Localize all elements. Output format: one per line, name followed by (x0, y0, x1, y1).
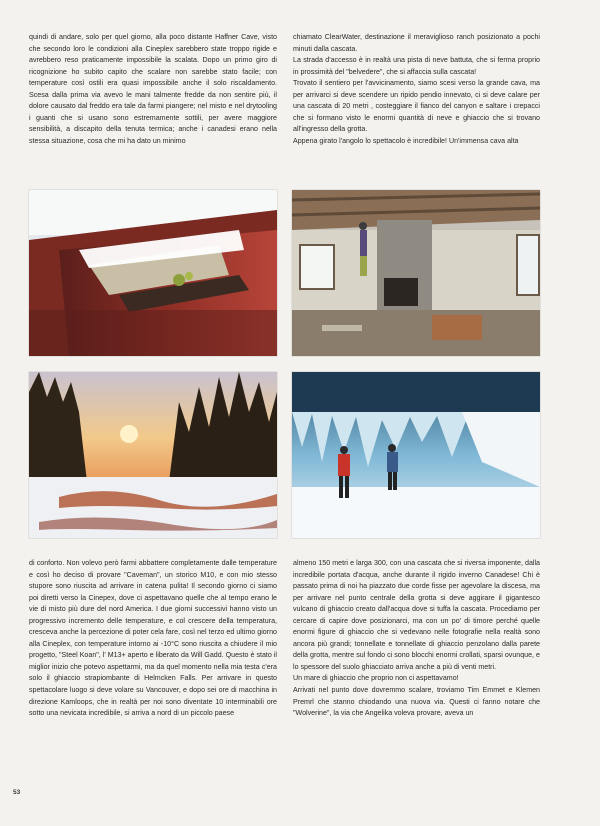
text-column-top-right (293, 32, 540, 147)
paragraph: almeno 150 metri e larga 300, con una cascata che si riversa imponente, dalla incredibile portata d'acqua, anche durante il rigido inverno Canadese! Chi è passato prima di noi ha piazzato due corde fisse per agevolare la discesa, ma per arrivare nel punto centrale della grotta si deve aggirare il gigantesco vulcano di ghiaccio creato dall'acqua dove si tuffa la cascata. Procediamo per cercare di capire dove posizionarci, ma con un po' di timore perché quelle enormi figure di ghiaccio che si vedevano nelle fotografie nella realtà sono ancora più grandi; tonnellate e tonnellate di ghiaccio penzolano dalla parete della grotta, mentre sul fondo ci sono blocchi enormi crollati, sparsi ovunque, e lo spessore del suolo ghiacciato arriva anche a più di venti metri. (293, 559, 540, 671)
text-column-bottom-left (29, 558, 277, 720)
paragraph: La strada d'accesso è in realtà una pista di neve battuta, che si ferma proprio in prossimità del "belvedere", che si affaccia sulla cascata! (293, 56, 540, 76)
paragraph: quindi di andare, solo per quel giorno, alla poco distante Haffner Cave, visto che secondo loro le condizioni alla Cineplex sarebbero state troppo rigide e avrebbero reso praticamente impossibile la scalata. Dopo un primo giro di ricognizione ho subito capito che scalare non sarebbe stato facile; con temperature così ostili era quasi impossibile anche il solo riscaldamento. Scesa dalla prima via avevo le mani talmente fredde da non sentire più, il dolore causato dal freddo era tale da farmi piangere; nel misto e nel drytooling i guanti che si usano sono estremamente sottili, per avere maggiore sensibilità, a discapito della tenuta termica; anche i canadesi erano nella stessa situazione, cosa che mi ha dato un minimo (29, 33, 277, 145)
photo-frozen-river-sunset (29, 372, 277, 538)
text-column-top-left (29, 32, 277, 147)
photo-ice-cave-climbers (292, 372, 540, 538)
paragraph: Arrivati nel punto dove dovremmo scalare, troviamo Tim Emmet e Klemen Premrl che stanno chiodando una nuova via. Questi ci fanno notare che "Wolverine", la via che Angelika voleva provare, aveva un (293, 686, 540, 718)
paragraph: Appena girato l'angolo lo spettacolo è incredibile! Un'immensa cava alta (293, 136, 519, 145)
paragraph: Trovato il sentiero per l'avvicinamento, siamo scesi verso la grande cava, ma per arrivarci si deve scendere un ripido pendio innevato, ci si deve calare per una cascata di 20 metri , costeggiare il fianco del canyon e saltare i crepacci che si formano visto le enormi quantità di neve e ghiaccio che si trovano all'ingresso della grotta. (293, 79, 540, 134)
photo-abandoned-house-interior (292, 190, 540, 356)
paragraph: di conforto. Non volevo però farmi abbattere completamente dalle temperature e così ho deciso di provare "Caveman", un storico M10, e con mio stesso stupore sono riuscita ad arrivare in catena pulita! Il secondo giorno ci siamo poi diretti verso la Cinepex, dove ci aspettavano quelle che al tempo erano le vie di misto più dure del nord America. I due giorni successivi hanno visto un progressivo incremento delle temperature, e col crescere della temperatura, cresceva anche la percezione di poter cela fare, così nel terzo ed ultimo giorno alla Cineplex, con temperature intorno ai -10°C sono riuscita a chiudere il mio progetto, "Steel Koan", l' M13+ aperto e liberato da Will Gadd. Questo è stato il miglior inizio che potevo aspettarmi, ma da quel momento nella mia testa c'era solo il ghiaccio strapiombante di Helmcken Falls. Per arrivare in questo spettacolare luogo si deve volare su Vancouver, e dopo sei ore di macchina in direzione Kamloops, che in realtà per noi sono diventate 10 interminabili ore sotto una nevicata incredibile, si arriva a nord di un piccolo paese (29, 559, 277, 718)
paragraph: chiamato ClearWater, destinazione il meraviglioso ranch posizionato a pochi minuti dalla cascata. (293, 33, 540, 53)
text-column-bottom-right (293, 558, 540, 720)
photo-cabin-roof-snow (29, 190, 277, 356)
paragraph: Un mare di ghiaccio che proprio non ci aspettavamo! (293, 674, 459, 683)
page-number: 53 (13, 789, 21, 796)
